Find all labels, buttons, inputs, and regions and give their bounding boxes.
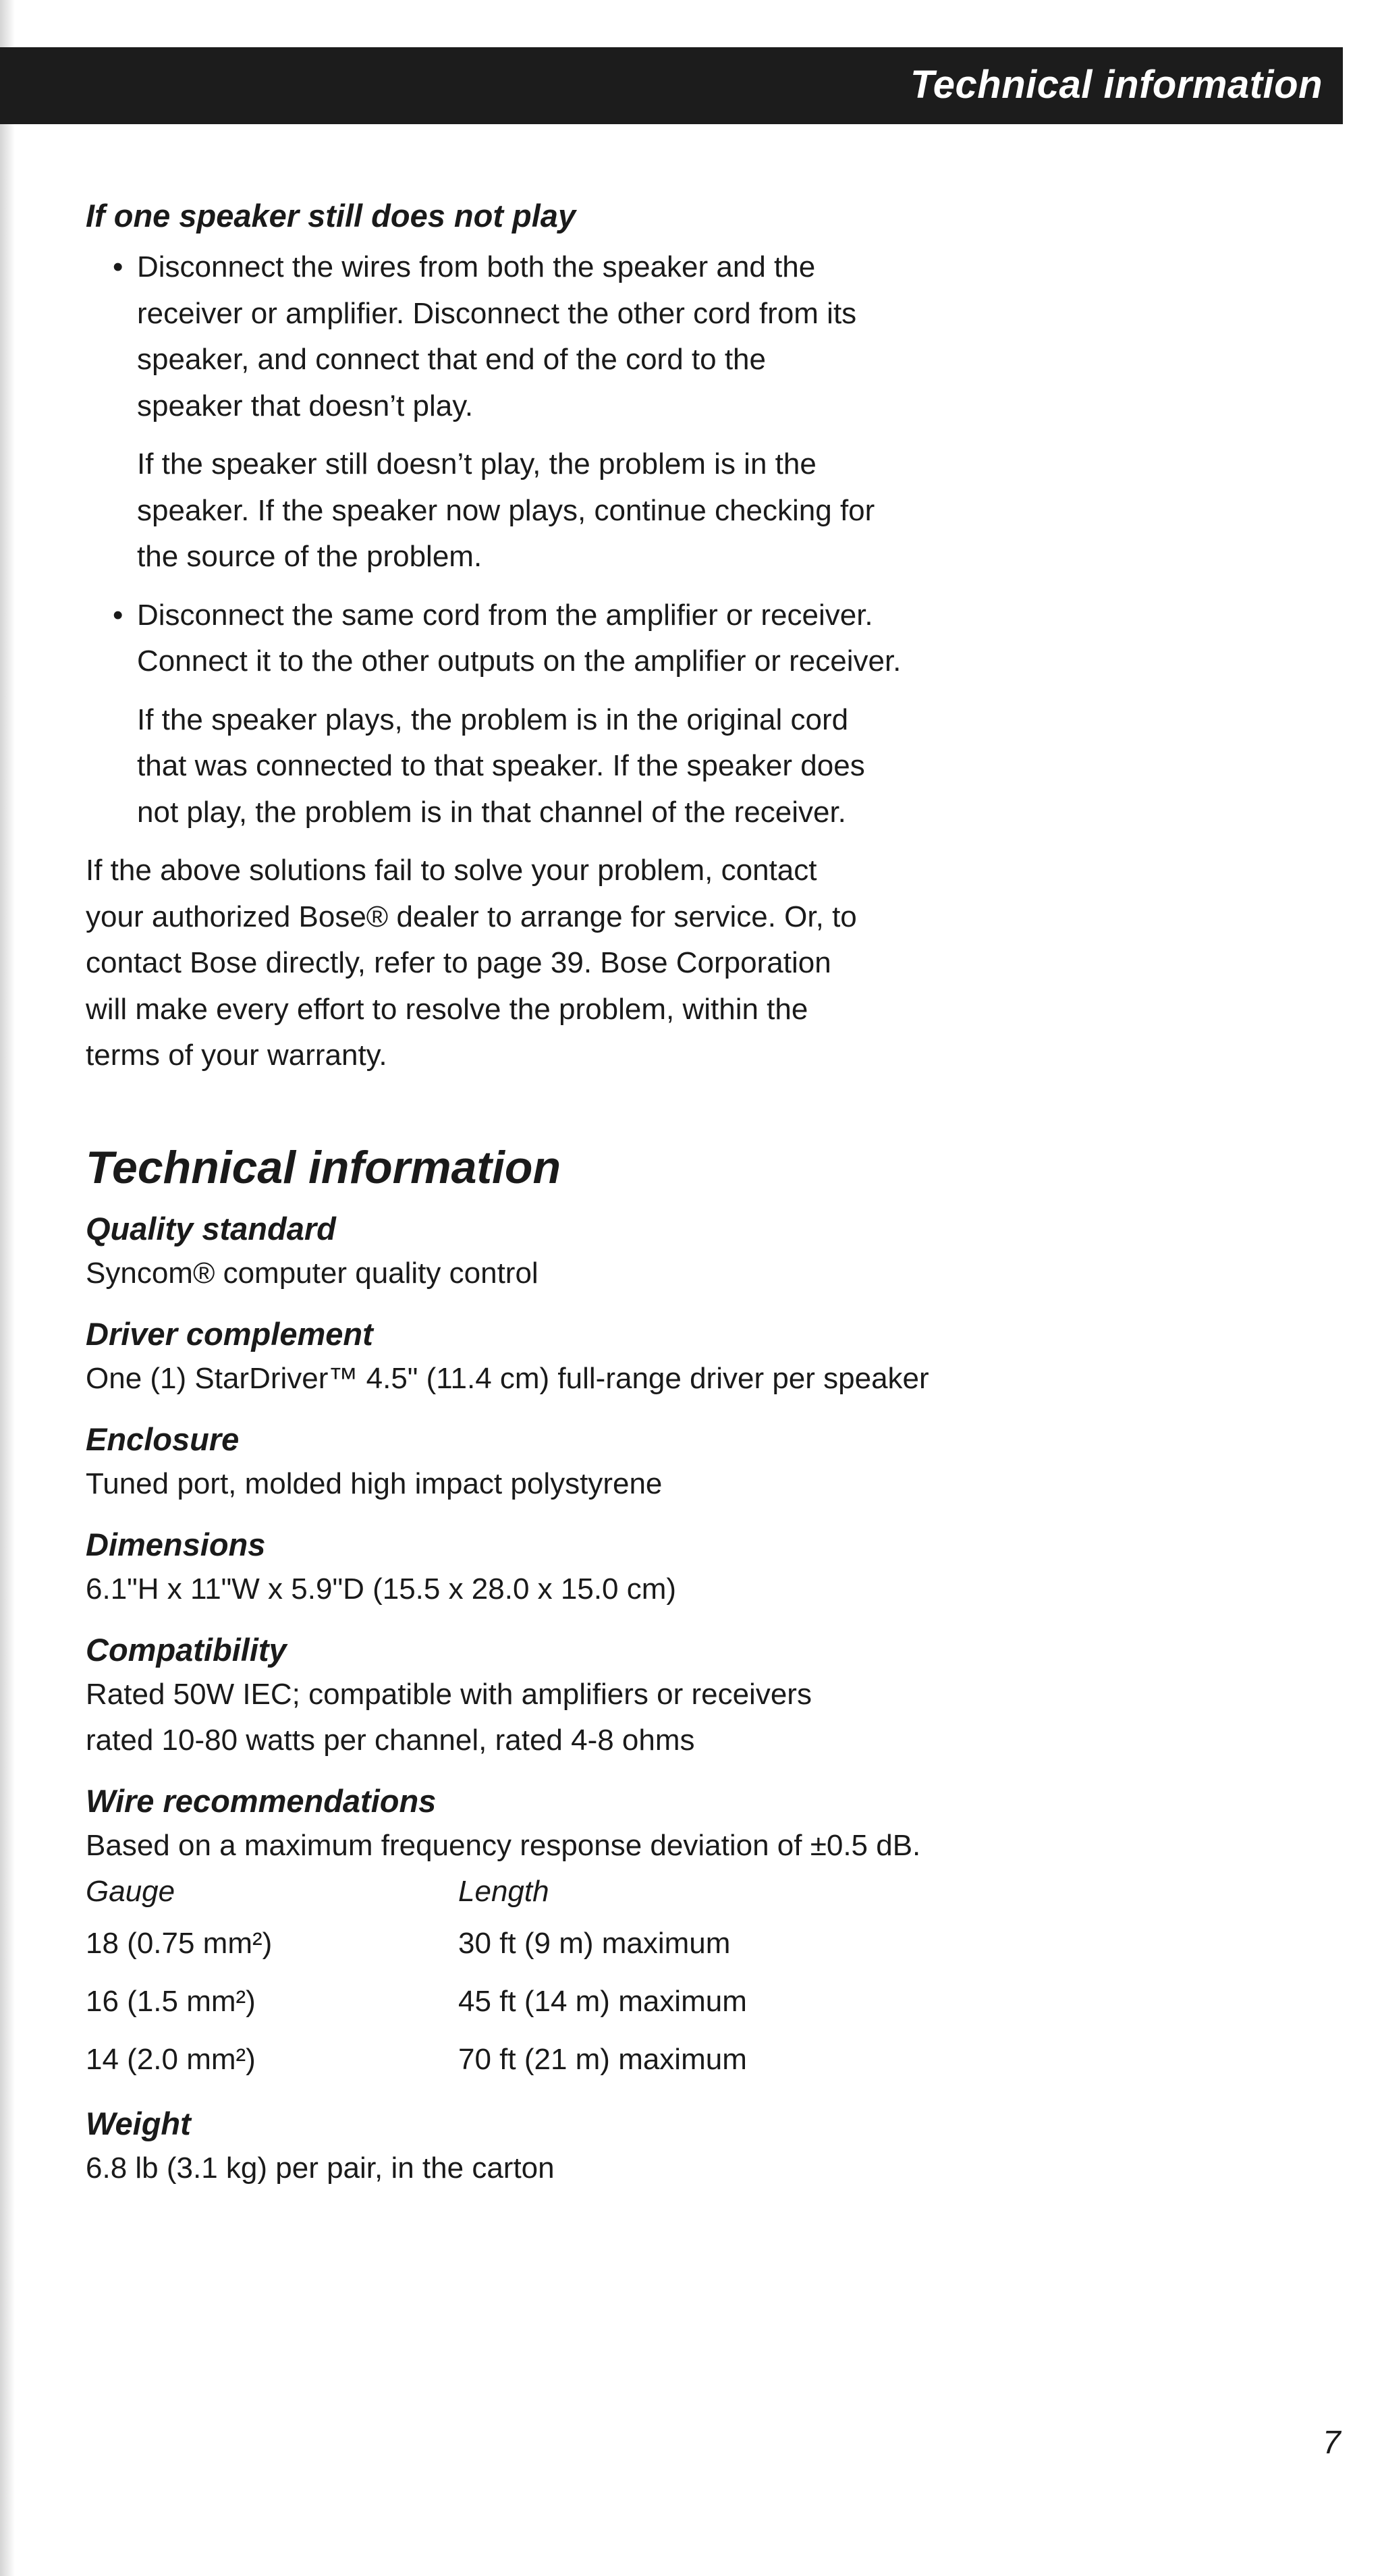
wire-col-gauge: Gauge xyxy=(86,1875,175,1908)
header-bar xyxy=(0,47,1343,124)
bullet-followup-2 xyxy=(86,697,990,836)
spec-label: Dimensions xyxy=(86,1527,266,1562)
spec-value: Rated 50W IEC; compatible with amplifiers or receivers xyxy=(86,1678,812,1711)
closing-line: terms of your warranty. xyxy=(86,1039,387,1072)
wire-gauge-cell: 16 (1.5 mm²) xyxy=(86,1985,256,2018)
table-row xyxy=(86,1973,990,2031)
followup-line: If the speaker plays, the problem is in the original cord xyxy=(137,703,849,736)
followup-line: not play, the problem is in that channel of the receiver. xyxy=(137,795,846,829)
followup-line: that was connected to that speaker. If the speaker does xyxy=(137,749,865,782)
spec-value: Tuned port, molded high impact polystyrene xyxy=(86,1467,663,1500)
closing-line: If the above solutions fail to solve your problem, contact xyxy=(86,854,817,887)
closing-line: your authorized Bose® dealer to arrange for service. Or, to xyxy=(86,900,857,933)
bullet-line: speaker that doesn’t play. xyxy=(137,389,474,422)
followup-line: speaker. If the speaker now plays, continue checking for xyxy=(137,493,875,527)
closing-paragraph xyxy=(86,848,990,1079)
wire-header-row xyxy=(86,1869,990,1915)
wire-col-length: Length xyxy=(458,1875,549,1908)
bullet-line: speaker, and connect that end of the cord to the xyxy=(137,343,766,376)
page-number: 7 xyxy=(1323,2425,1341,2461)
followup-line: If the speaker still doesn’t play, the problem is in the xyxy=(137,447,817,481)
spec-label: Driver complement xyxy=(86,1316,373,1352)
spec-label: Quality standard xyxy=(86,1211,336,1246)
spec-enclosure xyxy=(86,1418,990,1507)
table-row xyxy=(86,1915,990,1973)
spec-value: 6.8 lb (3.1 kg) per pair, in the carton xyxy=(86,2152,555,2185)
closing-line: will make every effort to resolve the problem, within the xyxy=(86,992,808,1026)
spec-value: rated 10-80 watts per channel, rated 4-8 ohms xyxy=(86,1724,695,1757)
wire-gauge-cell: 18 (0.75 mm²) xyxy=(86,1927,273,1960)
spec-label: Compatibility xyxy=(86,1632,287,1668)
spec-label: Enclosure xyxy=(86,1421,240,1457)
bullet-followup-1 xyxy=(86,441,990,580)
wire-gauge-cell: 14 (2.0 mm²) xyxy=(86,2043,256,2076)
bullet-line: Disconnect the same cord from the amplifier or receiver. xyxy=(137,598,873,632)
tech-heading: Technical information xyxy=(86,1142,561,1193)
spec-value: Syncom® computer quality control xyxy=(86,1257,538,1290)
wire-length-cell: 30 ft (9 m) maximum xyxy=(458,1927,731,1960)
troubleshooting-section xyxy=(86,196,990,1079)
page-edge-shadow xyxy=(0,0,15,2576)
spec-wire xyxy=(86,1780,990,2089)
spec-driver xyxy=(86,1313,990,1402)
wire-length-cell: 45 ft (14 m) maximum xyxy=(458,1985,747,2018)
bullet-item-2 xyxy=(86,593,990,685)
wire-table xyxy=(86,1869,990,2089)
troubleshooting-heading: If one speaker still does not play xyxy=(86,198,576,234)
tech-section xyxy=(86,1137,990,2191)
spec-value: One (1) StarDriver™ 4.5" (11.4 cm) full-range driver per speaker xyxy=(86,1362,929,1395)
bullet-item-1 xyxy=(86,244,990,429)
spec-label: Wire recommendations xyxy=(86,1783,437,1819)
spec-dimensions xyxy=(86,1523,990,1612)
bullet-line: Connect it to the other outputs on the amplifier or receiver. xyxy=(137,645,902,678)
wire-note: Based on a maximum frequency response deviation of ±0.5 dB. xyxy=(86,1829,921,1862)
closing-line: contact Bose directly, refer to page 39. Bose Corporation xyxy=(86,946,831,979)
table-row xyxy=(86,2031,990,2089)
wire-length-cell: 70 ft (21 m) maximum xyxy=(458,2043,747,2076)
spec-weight xyxy=(86,2102,990,2191)
followup-line: the source of the problem. xyxy=(137,540,482,573)
bullet-icon: • xyxy=(113,250,123,283)
spec-compatibility xyxy=(86,1628,990,1763)
bullet-line: Disconnect the wires from both the speaker and the xyxy=(137,250,816,283)
spec-label: Weight xyxy=(86,2106,191,2141)
bullet-line: receiver or amplifier. Disconnect the other cord from its xyxy=(137,296,857,330)
spec-value: 6.1"H x 11"W x 5.9"D (15.5 x 28.0 x 15.0 cm) xyxy=(86,1572,677,1606)
bullet-icon: • xyxy=(113,598,123,632)
spec-quality xyxy=(86,1207,990,1296)
header-title: Technical information xyxy=(910,63,1323,107)
